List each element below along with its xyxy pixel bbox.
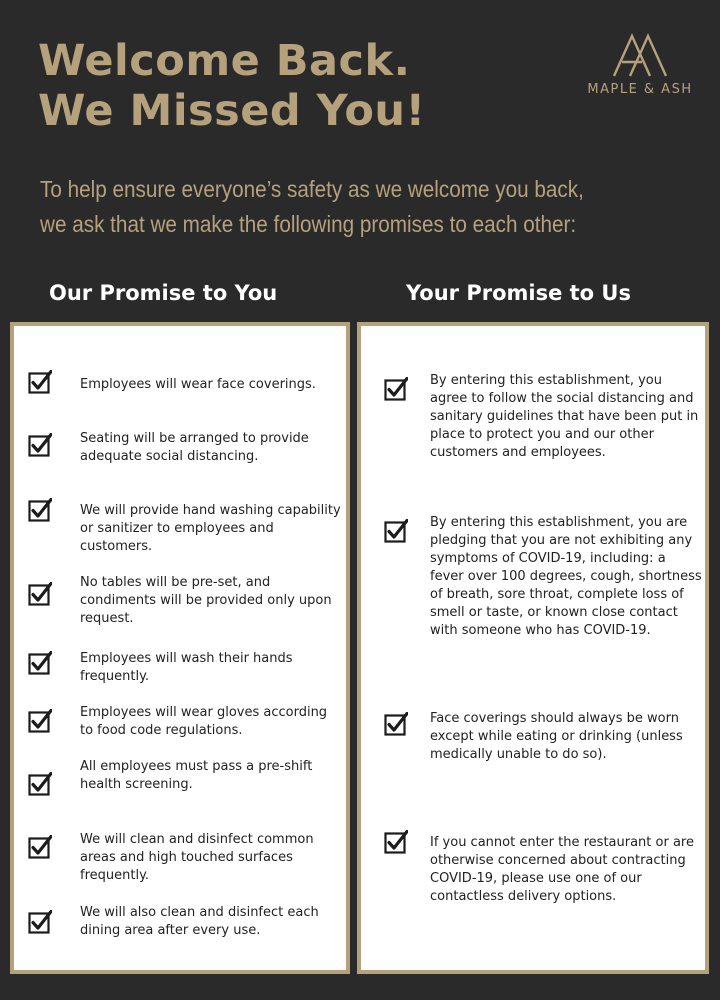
checked-box-icon (28, 910, 52, 934)
maple-ash-logo-icon (612, 30, 668, 78)
checked-box-icon (28, 433, 52, 457)
your-promise-panel (357, 322, 709, 974)
our-promise-item-text: We will provide hand washing capability or sanitizer to employees and customers. (80, 503, 341, 554)
intro-line-2: we ask that we make the following promises to each other: (40, 211, 577, 237)
checked-box-icon (28, 651, 52, 675)
our-promise-item-text: Employees will wear gloves according to food code regulations. (80, 705, 328, 738)
title-line-1: Welcome Back. (38, 36, 411, 86)
checked-box-icon (384, 377, 408, 401)
checked-box-icon (384, 519, 408, 543)
our-promise-item-text: Employees will wash their hands frequently. (80, 651, 293, 684)
our-promise-item-text: All employees must pass a pre-shift health screening. (80, 759, 313, 792)
title-line-2: We Missed You! (38, 86, 426, 136)
your-promise-heading: Your Promise to Us (406, 281, 631, 305)
checked-box-icon (28, 709, 52, 733)
intro-text (40, 172, 634, 242)
your-promise-item-text: If you cannot enter the restaurant or are otherwise concerned about contracting COVID-19, please use one of our contactless delivery options. (430, 835, 694, 904)
logo-text: MAPLE & ASH (587, 82, 693, 97)
our-promise-item-text: Employees will wear face coverings. (80, 377, 316, 392)
our-promise-item-text: We will also clean and disinfect each dining area after every use. (80, 905, 319, 938)
checked-box-icon (28, 370, 52, 394)
our-promise-heading: Our Promise to You (49, 281, 278, 305)
brand-logo (583, 30, 697, 97)
your-promise-item-text: By entering this establishment, you are pledging that you are not exhibiting any symptoms of COVID-19, including: a fever over 100 degrees, cough, shortness of breath, sore throat, complete loss of smell or taste, or known close contact with someone who has COVID-19. (430, 515, 702, 638)
your-promise-item-text: Face coverings should always be worn except while eating or drinking (unless medically unable to do so). (430, 711, 683, 762)
checked-box-icon (28, 835, 52, 859)
our-promise-panel (10, 322, 350, 974)
intro-line-1: To help ensure everyone’s safety as we welcome you back, (40, 176, 584, 202)
checked-box-icon (28, 498, 52, 522)
checked-box-icon (28, 772, 52, 796)
your-promise-item-text: By entering this establishment, you agree to follow the social distancing and sanitary guidelines that have been put in place to protect you and our other customers and employees. (430, 373, 699, 460)
checked-box-icon (384, 830, 408, 854)
checked-box-icon (384, 712, 408, 736)
page-title (38, 36, 426, 136)
our-promise-item-text: No tables will be pre-set, and condiments will be provided only upon request. (80, 575, 332, 626)
our-promise-item-text: Seating will be arranged to provide adequate social distancing. (80, 431, 309, 464)
our-promise-item-text: We will clean and disinfect common areas and high touched surfaces frequently. (80, 832, 314, 883)
checked-box-icon (28, 582, 52, 606)
